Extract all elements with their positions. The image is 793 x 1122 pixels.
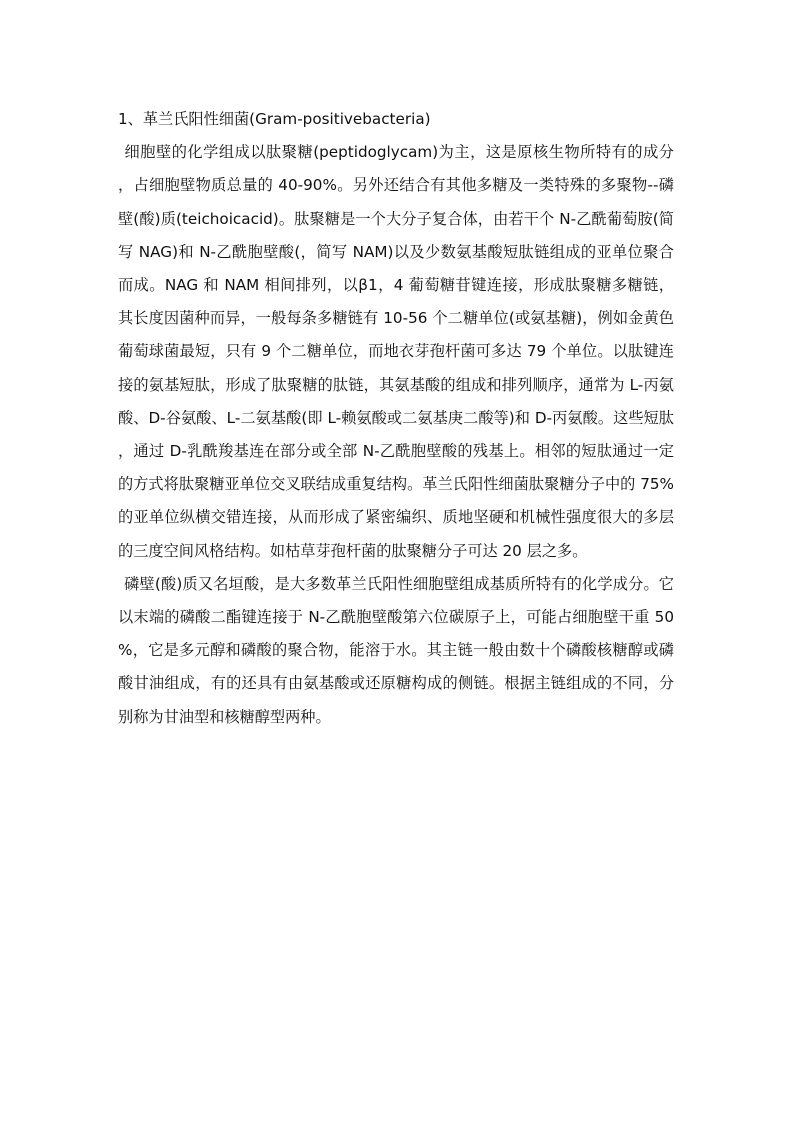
document-body — [118, 103, 674, 734]
paragraph-text: 磷壁(酸)质又名垣酸，是大多数革兰氏阳性细胞壁组成基质所特有的化学成分。它以末端的磷酸二酯键连接于 N-乙酰胞壁酸第六位碳原子上，可能占细胞壁干重 50%，它是多元醇和磷酸的聚合物，能溶于水。其主链一般由数十个磷酸核糖醇或磷酸甘油组成，有的还具有由氨基酸或还原糖构成的侧链。根据主链组成的不同，分别称为甘油型和核糖醇型两种。 — [118, 574, 674, 726]
paragraph-text: 细胞壁的化学组成以肽聚糖(peptidoglycam)为主，这是原核生物所特有的成分，占细胞壁物质总量的 40-90%。另外还结合有其他多糖及一类特殊的多聚物--磷壁(酸)质(teichoicacid)。肽聚糖是一个大分子复合体，由若干个 N-乙酰葡萄胺(简写 NAG)和 N-乙酰胞壁酸(，简写 NAM)以及少数氨基酸短肽链组成的亚单位聚合而成。NAG 和 NAM 相间排列，以β1，4 葡萄糖苷键连接，形成肽聚糖多糖链，其长度因菌种而异，一般每条多糖链有 10-56 个二糖单位(或氨基糖)，例如金黄色葡萄球菌最短，只有 9 个二糖单位，而地衣芽孢杆菌可多达 79 个单位。以肽键连接的氨基短肽，形成了肽聚糖的肽链，其氨基酸的组成和排列顺序，通常为 L-丙氨酸、D-谷氨酸、L-二氨基酸(即 L-赖氨酸或二氨基庚二酸等)和 D-丙氨酸。这些短肽，通过 D-乳酰羧基连在部分或全部 N-乙酰胞壁酸的残基上。相邻的短肽通过一定的方式将肽聚糖亚单位交叉联结成重复结构。革兰氏阳性细菌肽聚糖分子中的 75%的亚单位纵横交错连接，从而形成了紧密编织、质地坚硬和机械性强度很大的多层的三度空间风格结构。如枯草芽孢杆菌的肽聚糖分子可达 20 层之多。 — [118, 143, 674, 560]
section-heading: 1、革兰氏阳性细菌(Gram-positivebacteria) — [118, 110, 431, 128]
paragraph-teichoic-acid — [118, 568, 674, 734]
paragraph-peptidoglycan — [118, 136, 674, 568]
